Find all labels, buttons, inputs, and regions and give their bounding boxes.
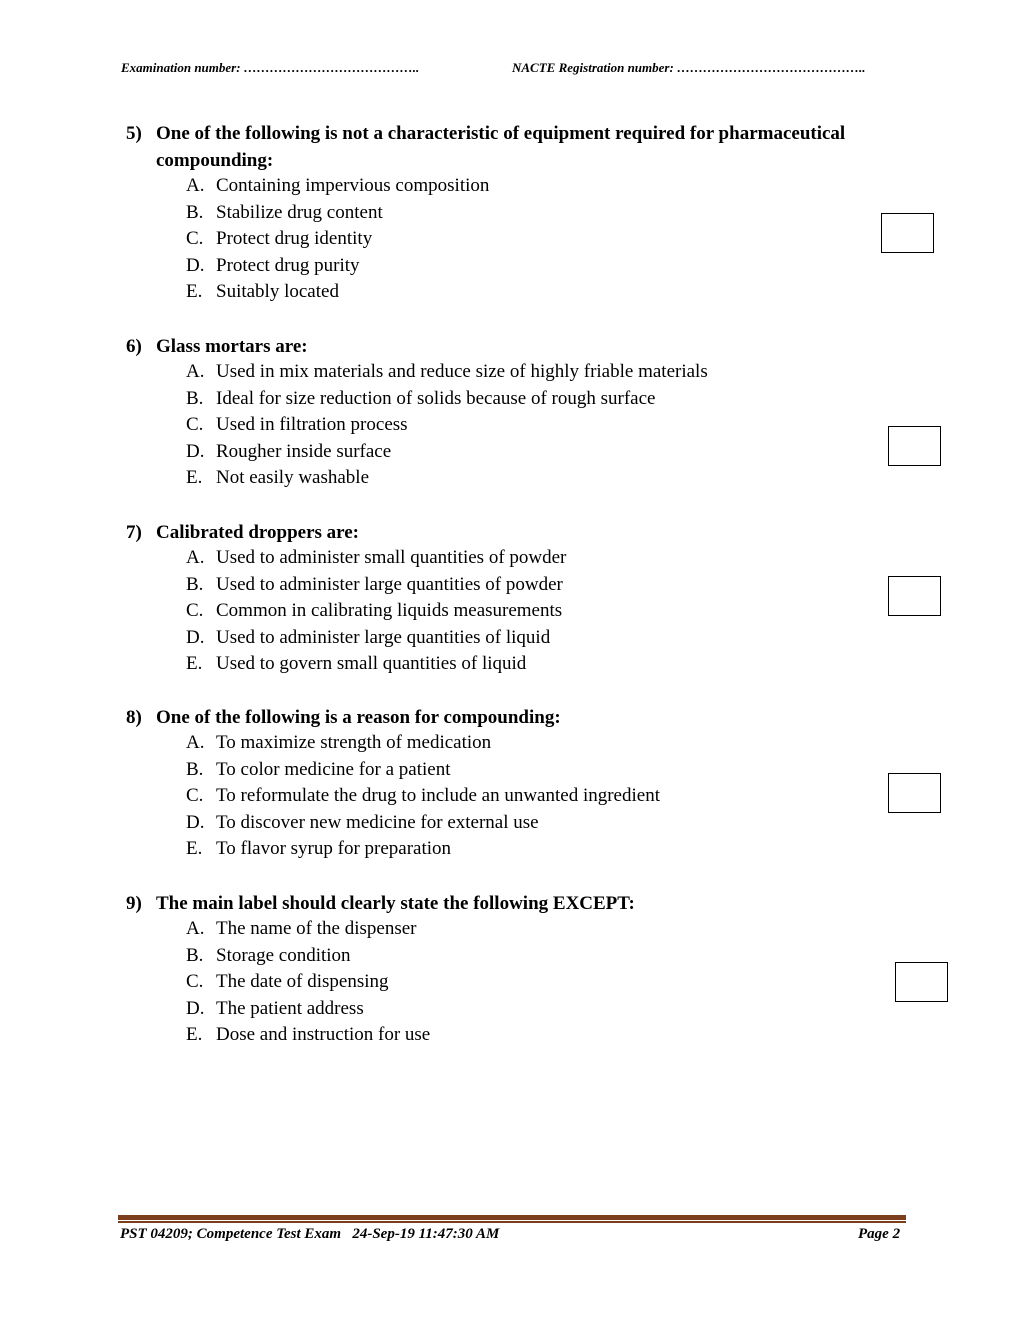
page-header [0,60,1024,80]
question-text: One of the following is not a characteristic of equipment required for pharmaceutical compounding: [156,123,846,171]
option-letter: B. [186,944,204,966]
option-letter: E. [186,281,203,303]
option-letter: B. [186,201,204,223]
option-text: Used to administer large quantities of powder [216,573,563,595]
option-text: The name of the dispenser [216,918,417,939]
option-letter: A. [186,732,205,753]
option-letter: C. [186,228,204,250]
question-stem [126,704,906,731]
option-letter: C. [186,971,204,993]
option-letter: D. [186,997,205,1019]
option-letter: C. [186,600,204,622]
option-letter: D. [186,626,205,648]
answer-box-9[interactable] [895,962,948,1002]
option-letter: C. [186,785,204,807]
option-letter: B. [186,758,204,780]
answer-box-6[interactable] [888,426,941,466]
option-text: Stabilize drug content [216,201,383,223]
footer-divider-thin [118,1221,906,1223]
option-text: Ideal for size reduction of solids because of rough surface [216,387,656,409]
question-text: The main label should clearly state the following EXCEPT: [156,893,635,914]
option-letter: B. [186,387,204,409]
question-text: Glass mortars are: [156,336,308,357]
answer-box-5[interactable] [881,213,934,253]
option-text: To reformulate the drug to include an unwanted ingredient [216,785,660,807]
question-stem [126,890,906,917]
question-stem [126,333,906,360]
question-number: 5) [126,123,142,144]
nacte-registration-field: NACTE Registration number: …………………………………….. [512,60,866,75]
footer-divider [118,1215,906,1220]
option-text: To discover new medicine for external use [216,811,539,833]
question-number: 7) [126,522,142,543]
option-letter: D. [186,811,205,833]
option-text: Used in filtration process [216,414,408,436]
question-stem [126,120,906,174]
answer-box-8[interactable] [888,773,941,813]
examination-number-field: Examination number: ………………………………….. [121,60,420,75]
option-text: Not easily washable [216,467,370,489]
question-text: Calibrated droppers are: [156,522,360,543]
option-text: Used to administer large quantities of liquid [216,626,551,648]
option-letter: E. [186,838,203,860]
option-text: To maximize strength of medication [216,732,492,753]
option-text: Protect drug purity [216,254,360,276]
option-letter: A. [186,547,205,568]
answer-box-7[interactable] [888,576,941,616]
option-letter: A. [186,918,205,939]
option-letter: A. [186,175,205,196]
option-letter: C. [186,414,204,436]
option-letter: E. [186,1024,203,1046]
option-letter: B. [186,573,204,595]
option-letter: D. [186,440,205,462]
page-number: Page 2 [858,1226,901,1242]
option-text: To color medicine for a patient [216,758,451,780]
question-number: 8) [126,707,142,728]
option-letter: E. [186,653,203,675]
option-text: Containing impervious composition [216,175,490,196]
footer-exam-info: PST 04209; Competence Test Exam 24-Sep-19 11:47:30 AM [120,1226,500,1242]
option-letter: D. [186,254,205,276]
option-text: Dose and instruction for use [216,1024,431,1046]
option-text: Storage condition [216,944,351,966]
option-text: Common in calibrating liquids measurements [216,600,563,622]
option-text: Used to govern small quantities of liquid [216,653,527,675]
option-text: Used in mix materials and reduce size of highly friable materials [216,361,708,382]
option-text: Rougher inside surface [216,440,392,462]
option-letter: E. [186,467,203,489]
option-text: Suitably located [216,281,339,303]
question-stem [126,519,906,546]
option-letter: A. [186,361,205,382]
option-text: Protect drug identity [216,228,373,250]
option-text: The patient address [216,997,364,1019]
question-number: 9) [126,893,142,914]
option-text: To flavor syrup for preparation [216,838,452,860]
option-text: The date of dispensing [216,971,389,993]
option-text: Used to administer small quantities of powder [216,547,567,568]
question-number: 6) [126,336,142,357]
question-text: One of the following is a reason for compounding: [156,707,561,728]
